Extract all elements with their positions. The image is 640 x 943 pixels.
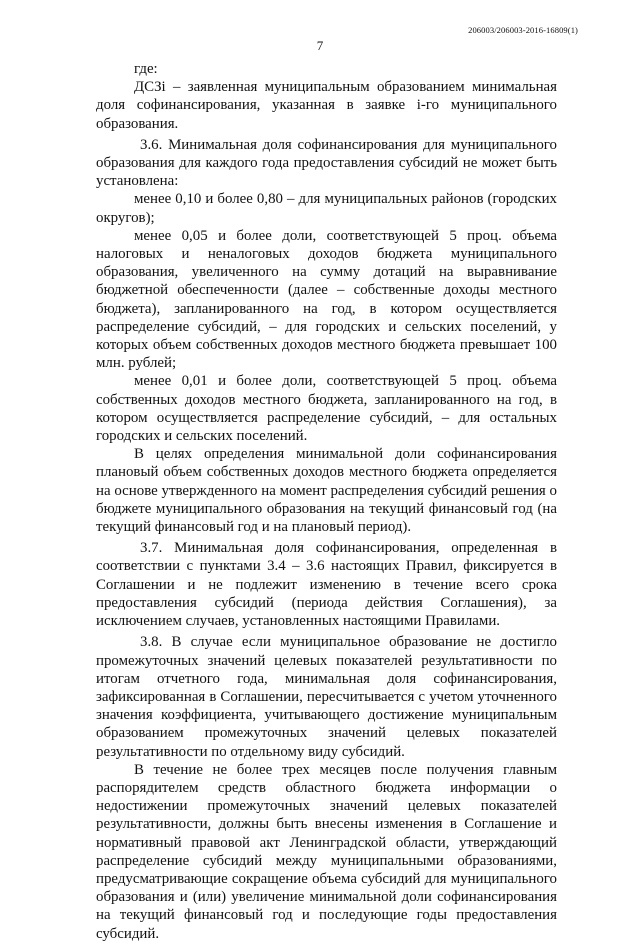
paragraph-dcz-definition: ДСЗi – заявленная муниципальным образованием минимальная доля софинансирования, указанная в заявке i-го муниципального образования. bbox=[96, 79, 557, 132]
paragraph-3-6: 3.6. Минимальная доля софинансирования для муниципального образования для каждого года предоставления субсидий не может быть установлена: bbox=[96, 136, 557, 190]
document-body bbox=[96, 60, 557, 943]
page-number: 7 bbox=[316, 38, 324, 53]
paragraph-where: где: bbox=[134, 61, 158, 77]
paragraph-three-months: В течение не более трех месяцев после получения главным распорядителем средств областного бюджета информации о недостижении промежуточных значений целевых показателей результативности, должны быть внесены изменения в Соглашение и нормативный правовой акт Ленинградской области, утверждающий распределение субсидий между муниципальными образованиями, предусматривающие сокращение объема субсидий для муниципального образования и (или) увеличение минимальной доли софинансирования на текущий финансовый год и последующие годы предоставления субсидий. bbox=[96, 761, 557, 942]
list-item-large-settlements: менее 0,05 и более доли, соответствующей 5 проц. объема налоговых и неналоговых доходов бюджета муниципального образования, увеличенного на сумму дотаций на выравнивание бюджетной обеспеченности (далее – собственные доходы местного бюджета), запланированного на год, в котором осуществляется распределение субсидий, – для городских и сельских поселений, у которых объем собственных доходов местного бюджета превышает 100 млн. рублей; bbox=[96, 227, 557, 372]
paragraph-planned-revenue: В целях определения минимальной доли софинансирования плановый объем собственных доходов местного бюджета определяется на основе утвержденного на момент распределения субсидий решения о бюджете муниципального образования на текущий финансовый год (на текущий финансовый год и на плановый период). bbox=[96, 446, 557, 536]
paragraph-3-8: 3.8. В случае если муниципальное образование не достигло промежуточных значений целевых показателей результативности по итогам отчетного года, минимальная доля софинансирования, зафиксированная в Соглашении, пересчитывается с учетом уточненного значения коэффициента, учитывающего достижение муниципальным образованием промежуточных значений целевых показателей результативности по отдельному виду субсидий. bbox=[96, 634, 557, 760]
list-item-districts: менее 0,10 и более 0,80 – для муниципальных районов (городских округов); bbox=[96, 191, 557, 226]
list-item-other-settlements: менее 0,01 и более доли, соответствующей 5 проц. объема собственных доходов местного бюджета, запланированного на год, в котором осуществляется распределение субсидий, – для остальных городских и сельских поселений. bbox=[96, 373, 557, 445]
document-id: 206003/206003-2016-16809(1) bbox=[468, 25, 578, 35]
paragraph-3-7: 3.7. Минимальная доля софинансирования, определенная в соответствии с пунктами 3.4 – 3.6 настоящих Правил, фиксируется в Соглашении и не подлежит изменению в течение всего срока предоставления субсидий (периода действия Соглашения), за исключением случаев, установленных настоящими Правилами. bbox=[96, 540, 557, 630]
